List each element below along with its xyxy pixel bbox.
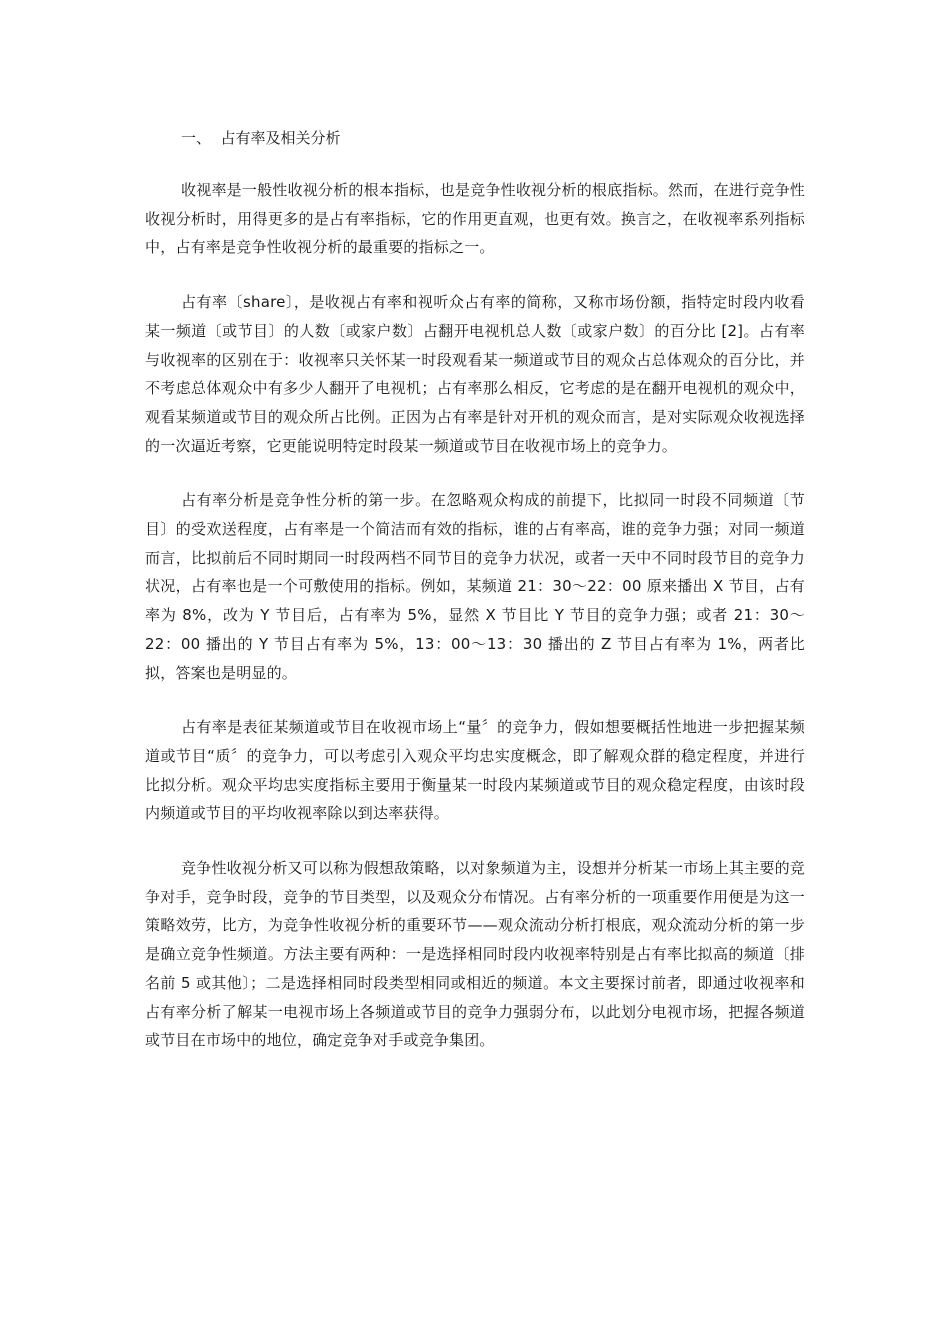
paragraph-share-definition: 占有率〔share〕，是收视占有率和视听众占有率的简称，又称市场份额，指特定时段内收看某一频道〔或节目〕的人数〔或家户数〕占翻开电视机总人数〔或家户数〕的百分比 [2]。占有率与收视率的区别在于：收视率只关怀某一时段观看某一频道或节目的观众占总体观众的百分比，并不考虑总体观众中有多少人翻开了电视机；占有率那么相反，它考虑的是在翻开电视机的观众中，观看某频道或节目的观众所占比例。正因为占有率是针对开机的观众而言，是对实际观众收视选择的一次逼近考察，它更能说明特定时段某一频道或节目在收视市场上的竞争力。 bbox=[145, 293, 805, 455]
paragraph-share-analysis: 占有率分析是竞争性分析的第一步。在忽略观众构成的前提下，比拟同一时段不同频道〔节目〕的受欢送程度，占有率是一个简洁而有效的指标，谁的占有率高，谁的竞争力强；对同一频道而言，比拟前后不同时期同一时段两档不同节目的竞争力状况，或者一天中不同时段节目的竞争力状况，占有率也是一个可敷使用的指标。例如，某频道 21：30～22：00 原来播出 X 节目，占有率为 8%，改为 Y 节目后，占有率为 5%，显然 X 节目比 Y 节目的竞争力强；或者 21：30～22：00 播出的 Y 节目占有率为 5%，13：00～13：30 播出的 Z 节目占有率为 1%，两者比拟，答案也是明显的。 bbox=[145, 491, 805, 682]
section-heading: 一、 占有率及相关分析 bbox=[181, 129, 341, 147]
paragraph-audience-loyalty: 占有率是表征某频道或节目在收视市场上“量〞的竞争力，假如想要概括性地进一步把握某频道或节目“质〞的竞争力，可以考虑引入观众平均忠实度概念，即了解观众群的稳定程度，并进行比拟分析。观众平均忠实度指标主要用于衡量某一时段内某频道或节目的观众稳定程度，由该时段内频道或节目的平均收视率除以到达率获得。 bbox=[145, 718, 805, 823]
paragraph-share-importance: 收视率是一般性收视分析的根本指标，也是竞争性收视分析的根底指标。然而，在进行竞争性收视分析时，用得更多的是占有率指标，它的作用更直观，也更有效。换言之，在收视率系列指标中，占有率是竞争性收视分析的最重要的指标之一。 bbox=[145, 181, 805, 257]
document-page bbox=[145, 124, 805, 1055]
paragraph-competitive-strategy: 竞争性收视分析又可以称为假想敌策略，以对象频道为主，设想并分析某一市场上其主要的竞争对手，竞争时段，竞争的节目类型，以及观众分布情况。占有率分析的一项重要作用便是为这一策略效劳，比方，为竞争性收视分析的重要环节——观众流动分析打根底，观众流动分析的第一步是确立竞争性频道。方法主要有两种：一是选择相同时段内收视率特别是占有率比拟高的频道〔排名前 5 或其他〕；二是选择相同时段类型相同或相近的频道。本文主要探讨前者，即通过收视率和占有率分析了解某一电视市场上各频道或节目的竞争力强弱分布，以此划分电视市场，把握各频道或节目在市场中的地位，确定竞争对手或竞争集团。 bbox=[145, 859, 805, 1050]
